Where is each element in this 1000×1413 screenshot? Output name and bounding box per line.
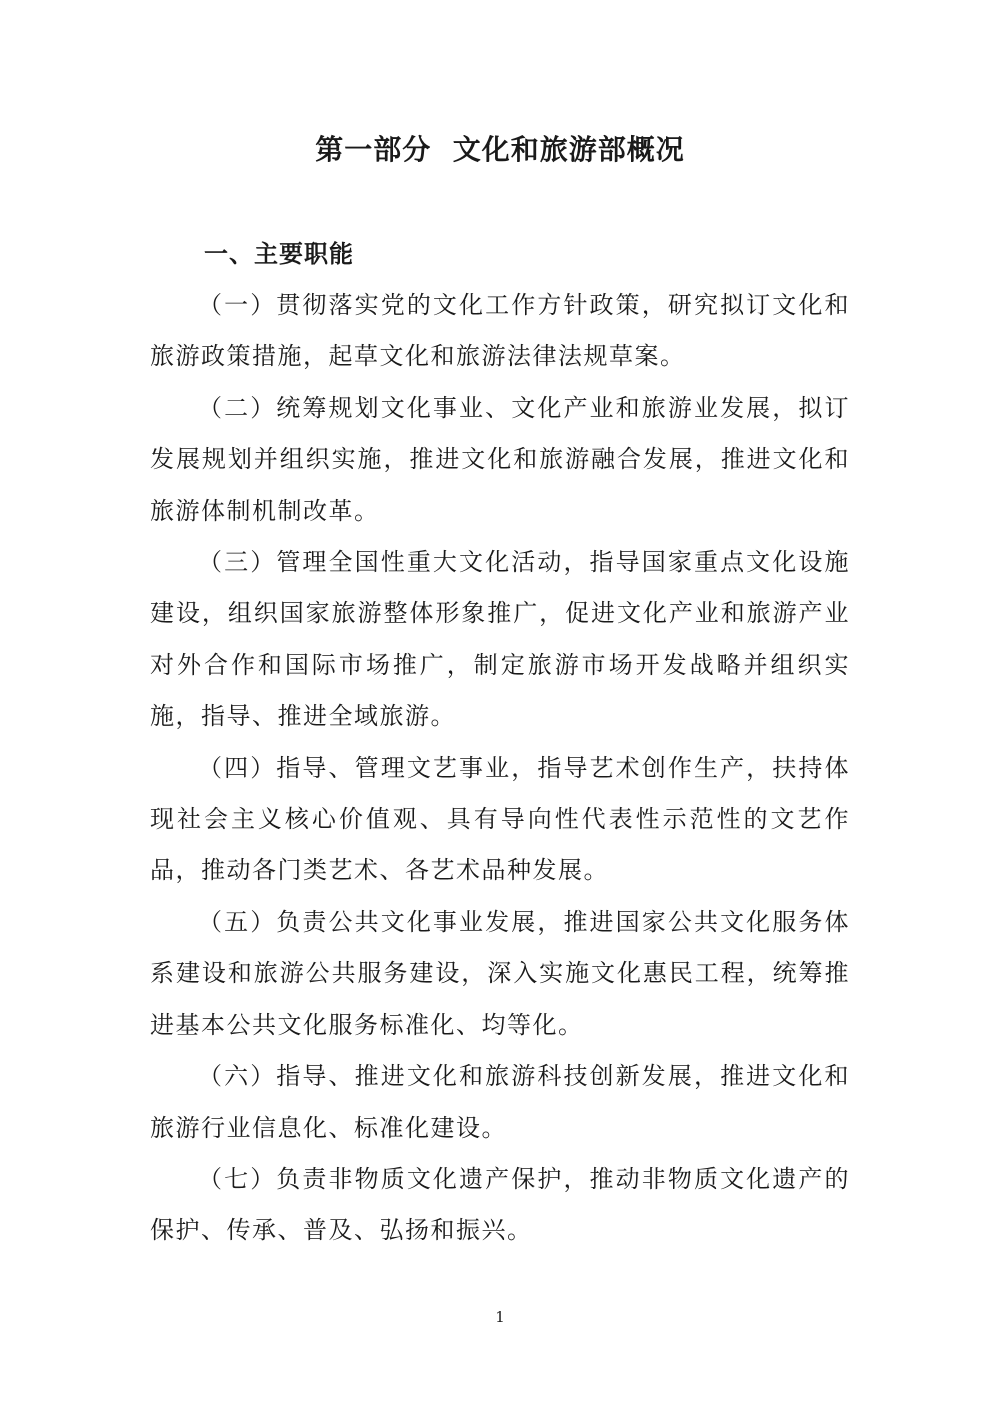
body-text [150,280,850,1257]
section-heading: 一、主要职能 [204,240,354,268]
document-title: 第一部分 文化和旅游部概况 [315,133,685,166]
paragraph-4: （四）指导、管理文艺事业，指导艺术创作生产，扶持体现社会主义核心价值观、具有导向性代表性示范性的文艺作品，推动各门类艺术、各艺术品种发展。 [150,753,850,885]
paragraph-1: （一）贯彻落实党的文化工作方针政策，研究拟订文化和旅游政策措施，起草文化和旅游法律法规草案。 [150,291,850,371]
paragraph-2: （二）统筹规划文化事业、文化产业和旅游业发展，拟订发展规划并组织实施，推进文化和旅游融合发展，推进文化和旅游体制机制改革。 [150,393,850,525]
paragraph-6: （六）指导、推进文化和旅游科技创新发展，推进文化和旅游行业信息化、标准化建设。 [150,1062,850,1142]
paragraph-5: （五）负责公共文化事业发展，推进国家公共文化服务体系建设和旅游公共服务建设，深入实施文化惠民工程，统筹推进基本公共文化服务标准化、均等化。 [150,907,850,1039]
page-number: 1 [495,1308,505,1326]
paragraph-7: （七）负责非物质文化遗产保护，推动非物质文化遗产的保护、传承、普及、弘扬和振兴。 [150,1164,850,1245]
paragraph-3: （三）管理全国性重大文化活动，指导国家重点文化设施建设，组织国家旅游整体形象推广，促进文化产业和旅游产业对外合作和国际市场推广，制定旅游市场开发战略并组织实施，指导、推进全域旅游。 [150,548,850,731]
